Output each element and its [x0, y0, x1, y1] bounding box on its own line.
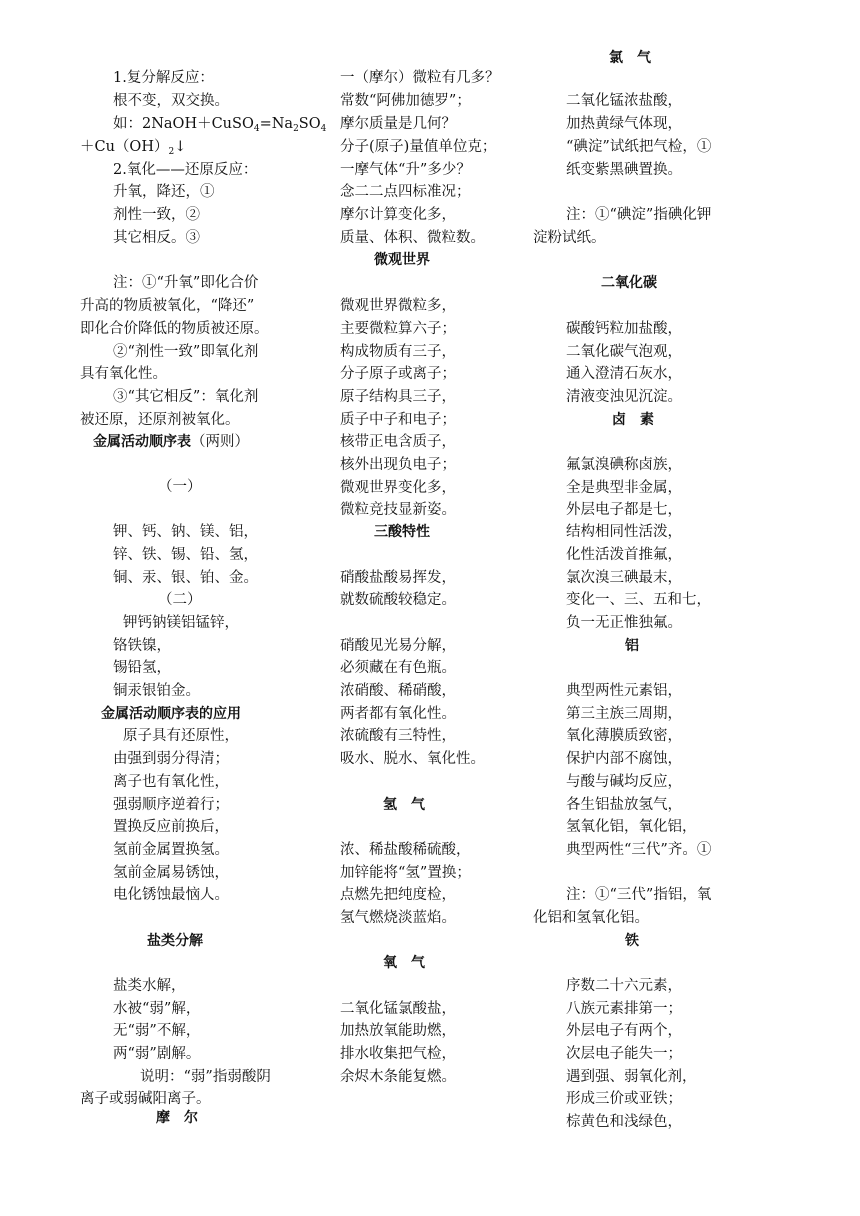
text-line: 根不变，双交换。	[113, 93, 229, 109]
note-line: 注：①“升氧”即化合价	[113, 275, 259, 291]
text-line: 加热黄绿气体现，	[566, 116, 682, 132]
text-line: 分子原子或离子；	[340, 366, 456, 382]
text-line: 原子结构具三子，	[340, 389, 456, 405]
text-line: 吸水、脱水、氧化性。	[340, 751, 485, 767]
text-line: 排水收集把气检，	[340, 1046, 456, 1062]
text-line: 原子具有还原性，	[123, 728, 239, 744]
section-heading-micro-world: 微观世界	[374, 252, 430, 268]
text-line: 主要微粒算六子；	[340, 321, 456, 337]
text-span: ↓	[174, 139, 187, 155]
text-line: 负一无正惟独氟。	[566, 615, 682, 631]
note-line: 即化合价降低的物质被还原。	[80, 321, 269, 337]
text-line: 锡铅氢，	[113, 660, 171, 676]
text-line: 硝酸见光易分解，	[340, 638, 456, 654]
text-line: 浓、稀盐酸稀硫酸，	[340, 842, 471, 858]
text-line: 剂性一致，②	[113, 207, 200, 223]
text-line: 通入澄清石灰水，	[566, 366, 682, 382]
heading-text: 金属活动顺序表	[93, 434, 191, 450]
text-line: 浓硝酸、稀硝酸，	[340, 683, 456, 699]
text-line: 点燃先把纯度检，	[340, 887, 456, 903]
subscript: 2	[168, 147, 175, 157]
text-line: 二氧化锰氯酸盐，	[340, 1001, 456, 1017]
text-line: 念二二点四标准况；	[340, 184, 471, 200]
text-line: 微粒竞技显新姿。	[340, 502, 456, 518]
text-line: 序数二十六元素，	[566, 978, 682, 994]
text-line: 变化一、三、五和七，	[566, 592, 711, 608]
text-line: 化性活泼首推氟，	[566, 547, 682, 563]
text-line: 氢前金属易锈蚀，	[113, 865, 229, 881]
text-line: 微观世界变化多，	[340, 480, 456, 496]
text-line: 氢氧化铝，氧化铝，	[566, 819, 697, 835]
text-line: 其它相反。③	[113, 230, 200, 246]
text-line: 置换反应前换后，	[113, 819, 229, 835]
note-line: ②“剂性一致”即氧化剂	[113, 344, 259, 360]
text-line: 一（摩尔）微粒有几多？	[340, 70, 500, 86]
equation-line	[80, 137, 186, 162]
section-heading-hydrogen: 氢 气	[383, 797, 425, 813]
text-line: 强弱顺序逆着行；	[113, 797, 229, 813]
section-heading-chlorine: 氯 气	[609, 50, 651, 66]
section-heading-metal-activity-application: 金属活动顺序表的应用	[101, 706, 241, 722]
note-line: 说明：“弱”指弱酸阴	[140, 1069, 271, 1085]
section-heading-aluminum: 铝	[625, 638, 639, 654]
text-line: 由强到弱分得清；	[113, 751, 229, 767]
text-span: 如：2NaOH＋CuSO	[113, 116, 254, 132]
section-heading-salt-hydrolysis: 盐类分解	[147, 933, 203, 949]
text-line: 棕黄色和浅绿色，	[566, 1114, 682, 1130]
note-line: 注：①“碘淀”指碘化钾	[566, 207, 712, 223]
text-line: 浓硫酸有三特性，	[340, 728, 456, 744]
note-line: 化铝和氢氧化铝。	[533, 910, 649, 926]
text-line: 外层电子有两个，	[566, 1023, 682, 1039]
text-line: 核带正电含质子，	[340, 434, 456, 450]
text-line: 核外出现负电子；	[340, 457, 456, 473]
text-line: 升氧，降还，①	[113, 184, 215, 200]
text-line: 与酸与碱均反应，	[566, 774, 682, 790]
text-line: 摩尔质量是几何？	[340, 116, 456, 132]
text-line: 氢前金属置换氢。	[113, 842, 229, 858]
text-line: 全是典型非金属，	[566, 480, 682, 496]
section-heading-three-acids: 三酸特性	[374, 524, 430, 540]
text-line: 二氧化碳气泡观，	[566, 344, 682, 360]
text-line: 加热放氧能助燃，	[340, 1023, 456, 1039]
text-line: 两者都有氧化性。	[340, 706, 456, 722]
note-line: 被还原，还原剂被氧化。	[80, 412, 240, 428]
text-line: 摩尔计算变化多，	[340, 207, 456, 223]
text-line: “碘淀”试纸把气检，①	[566, 139, 712, 155]
text-line: 必须藏在有色瓶。	[340, 660, 456, 676]
section-heading-carbon-dioxide: 二氧化碳	[601, 275, 657, 291]
text-line: 离子也有氧化性，	[113, 774, 229, 790]
note-line: 离子或弱碱阳离子。	[80, 1091, 211, 1107]
text-line: 1.复分解反应：	[113, 70, 214, 86]
text-line: 铜汞银铂金。	[113, 683, 200, 699]
section-heading-metal-activity	[93, 432, 249, 452]
heading-suffix: （两则）	[191, 434, 249, 450]
text-line: 钾、钙、钠、镁、铝，	[113, 524, 258, 540]
text-line: 微观世界微粒多，	[340, 298, 456, 314]
text-line: 常数“阿佛加德罗”；	[340, 93, 471, 109]
subscript: 4	[320, 124, 327, 134]
text-line: 结构相同性活泼，	[566, 524, 682, 540]
text-line: 钾钙钠镁铝锰锌，	[123, 615, 239, 631]
section-heading-halogens: 卤 素	[612, 412, 654, 428]
text-line: 构成物质有三子，	[340, 344, 456, 360]
text-line: 分子(原子)量值单位克；	[340, 139, 497, 155]
text-line: 二氧化锰浓盐酸，	[566, 93, 682, 109]
section-heading-iron: 铁	[625, 933, 639, 949]
text-line: 铬铁镍，	[113, 638, 171, 654]
text-line: 电化锈蚀最恼人。	[113, 887, 229, 903]
text-line: 形成三价或亚铁；	[566, 1091, 682, 1107]
text-line: 典型两性元素铝，	[566, 683, 682, 699]
text-line: 碳酸钙粒加盐酸，	[566, 321, 682, 337]
text-span: ＋Cu（OH）	[80, 139, 169, 155]
text-line: 2.氧化——还原反应：	[113, 162, 258, 178]
text-line: 保护内部不腐蚀，	[566, 751, 682, 767]
text-line: 就数硫酸较稳定。	[340, 592, 456, 608]
subheading-two: （二）	[158, 592, 202, 608]
text-line: 清液变浊见沉淀。	[566, 389, 682, 405]
text-line: 第三主族三周期，	[566, 706, 682, 722]
note-line: 注：①“三代”指铝，氧	[566, 887, 712, 903]
text-line: 锌、铁、锡、铅、氢，	[113, 547, 258, 563]
text-line: 无“弱”不解，	[113, 1023, 201, 1039]
text-line: 次层电子能失一；	[566, 1046, 682, 1062]
note-line: 升高的物质被氧化，“降还”	[80, 298, 255, 314]
text-line: 氯次溴三碘最末，	[566, 570, 682, 586]
text-line: 外层电子都是七，	[566, 502, 682, 518]
text-line: 加锌能将“氢”置换；	[340, 865, 471, 881]
text-line: 八族元素排第一；	[566, 1001, 682, 1017]
text-line: 两“弱”剧解。	[113, 1046, 201, 1062]
subscript: 2	[293, 124, 299, 134]
section-heading-oxygen: 氧 气	[383, 955, 425, 971]
text-line: 硝酸盐酸易挥发，	[340, 570, 456, 586]
text-span: =Na	[259, 116, 294, 132]
text-line: 氧化薄膜质致密，	[566, 728, 682, 744]
text-line: 纸变紫黑碘置换。	[566, 162, 682, 178]
equation-line	[113, 114, 326, 139]
text-line: 质子中子和电子；	[340, 412, 456, 428]
text-line: 质量、体积、微粒数。	[340, 230, 485, 246]
section-heading-mole: 摩 尔	[156, 1110, 198, 1126]
text-line: 余烬木条能复燃。	[340, 1069, 456, 1085]
subheading-one: （一）	[158, 479, 202, 495]
text-line: 典型两性“三代”齐。①	[566, 842, 712, 858]
note-line: ③“其它相反”：氧化剂	[113, 389, 259, 405]
text-line: 铜、汞、银、铂、金。	[113, 570, 258, 586]
subscript: 4	[253, 124, 260, 134]
text-line: 各生铝盐放氢气，	[566, 797, 682, 813]
text-line: 盐类水解，	[113, 978, 186, 994]
text-line: 遇到强、弱氧化剂，	[566, 1069, 697, 1085]
note-line: 具有氧化性。	[80, 366, 167, 382]
text-line: 水被“弱”解，	[113, 1001, 201, 1017]
text-line: 氢气燃烧淡蓝焰。	[340, 910, 456, 926]
text-line: 一摩气体“升”多少？	[340, 162, 471, 178]
note-line: 淀粉试纸。	[533, 230, 606, 246]
text-line: 氟氯溴碘称卤族，	[566, 457, 682, 473]
text-span: SO	[298, 116, 321, 132]
